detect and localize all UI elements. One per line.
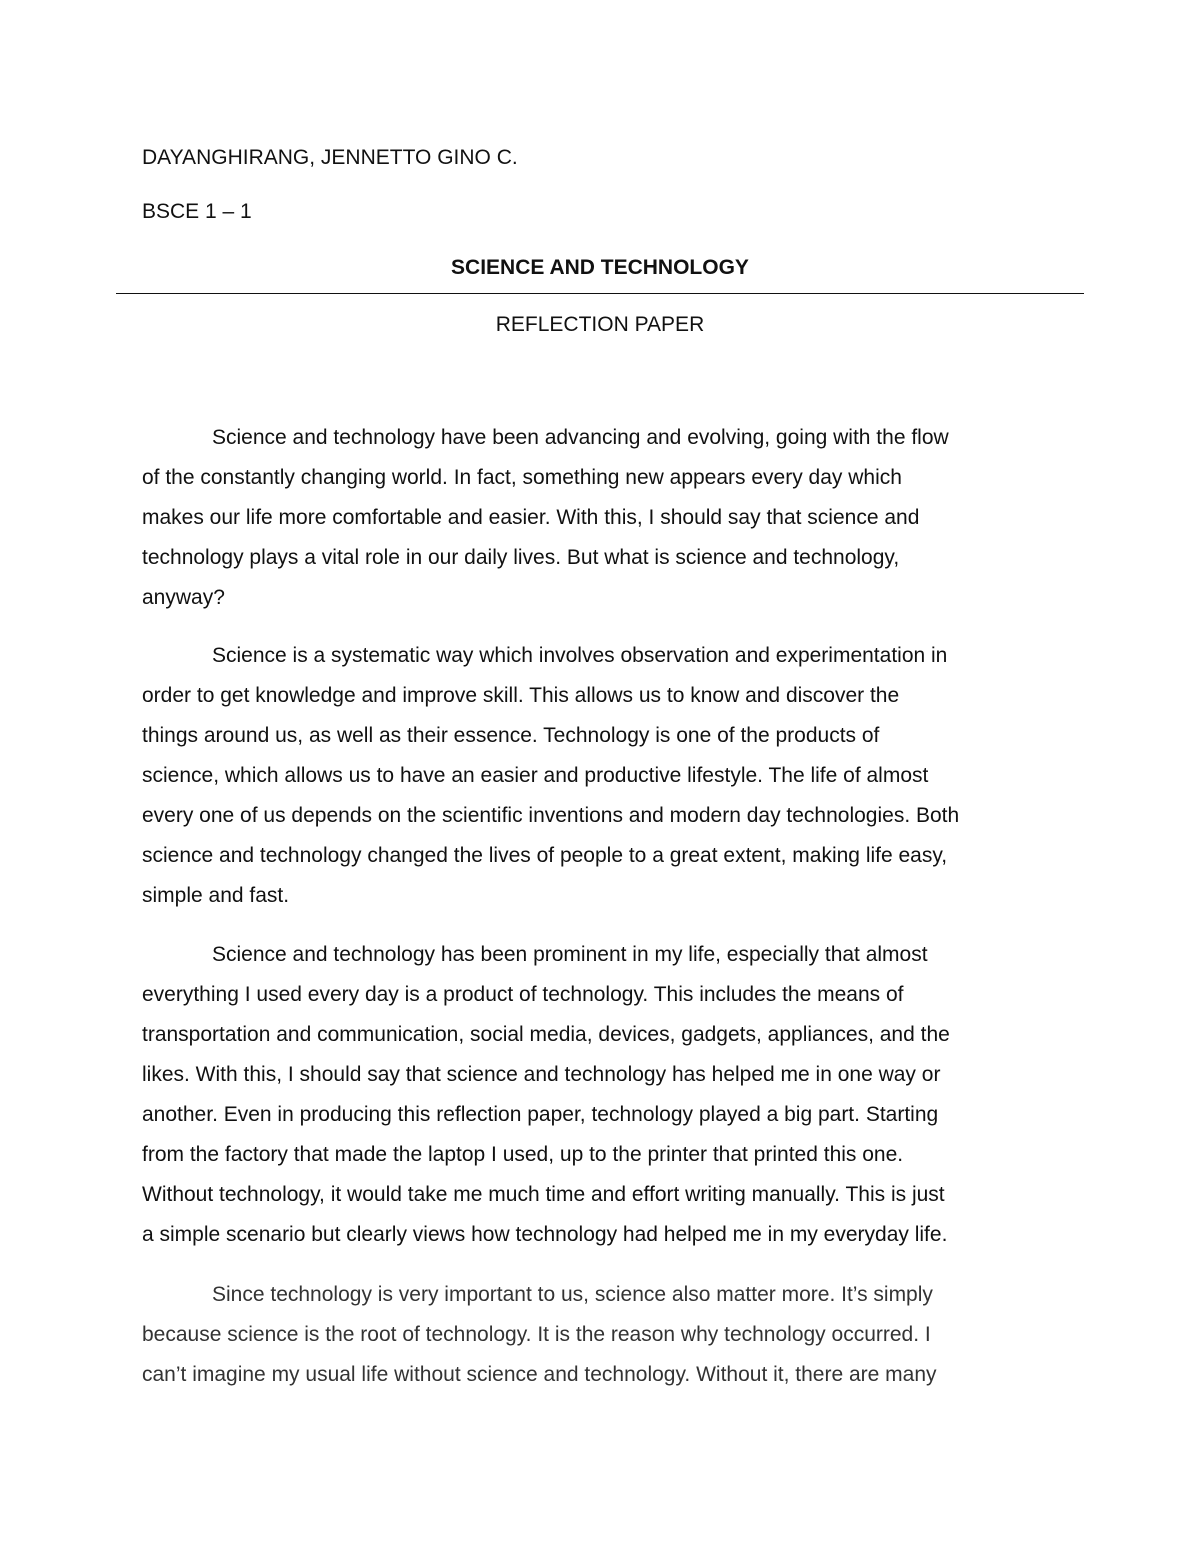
paragraph-line: Science is a systematic way which involves observation and experimentation in: [212, 644, 948, 667]
document-subtitle: REFLECTION PAPER: [495, 313, 705, 336]
paragraph-1: [142, 418, 1072, 618]
paragraph-line: everything I used every day is a product of technology. This includes the means of: [142, 983, 904, 1006]
paragraph-line: Since technology is very important to us, science also matter more. It’s simply: [212, 1283, 933, 1306]
paragraph-line: another. Even in producing this reflection paper, technology played a big part. Starting: [142, 1103, 939, 1126]
paragraph-line: because science is the root of technology. It is the reason why technology occurred. I: [142, 1323, 931, 1346]
paragraph-4: [142, 1275, 1072, 1395]
paragraph-line: things around us, as well as their essence. Technology is one of the products of: [142, 724, 880, 747]
title-divider: [116, 293, 1084, 294]
paragraph-line: Without technology, it would take me much time and effort writing manually. This is just: [142, 1183, 945, 1206]
paragraph-2: [142, 636, 1072, 916]
paragraph-line: transportation and communication, social media, devices, gadgets, appliances, and the: [142, 1023, 950, 1046]
paragraph-line: a simple scenario but clearly views how technology had helped me in my everyday life.: [142, 1223, 948, 1246]
paragraph-line: makes our life more comfortable and easier. With this, I should say that science and: [142, 506, 920, 529]
paragraph-line: technology plays a vital role in our daily lives. But what is science and technology,: [142, 546, 900, 569]
document-title: SCIENCE AND TECHNOLOGY: [451, 256, 749, 279]
paragraph-line: science, which allows us to have an easier and productive lifestyle. The life of almost: [142, 764, 929, 787]
paragraph-line: simple and fast.: [142, 884, 290, 907]
paragraph-line: Science and technology has been prominent in my life, especially that almost: [212, 943, 928, 966]
course-section: BSCE 1 – 1: [142, 200, 252, 223]
paragraph-line: science and technology changed the lives of people to a great extent, making life easy,: [142, 844, 948, 867]
paragraph-line: of the constantly changing world. In fact, something new appears every day which: [142, 466, 902, 489]
paragraph-3: [142, 935, 1072, 1255]
paragraph-line: Science and technology have been advancing and evolving, going with the flow: [212, 426, 949, 449]
author-name: DAYANGHIRANG, JENNETTO GINO C.: [142, 146, 518, 169]
paragraph-line: order to get knowledge and improve skill. This allows us to know and discover the: [142, 684, 900, 707]
paragraph-line: can’t imagine my usual life without science and technology. Without it, there are many: [142, 1363, 937, 1386]
paragraph-line: likes. With this, I should say that science and technology has helped me in one way or: [142, 1063, 941, 1086]
paragraph-line: from the factory that made the laptop I used, up to the printer that printed this one.: [142, 1143, 904, 1166]
paragraph-line: every one of us depends on the scientific inventions and modern day technologies. Both: [142, 804, 960, 827]
paragraph-line: anyway?: [142, 586, 225, 609]
